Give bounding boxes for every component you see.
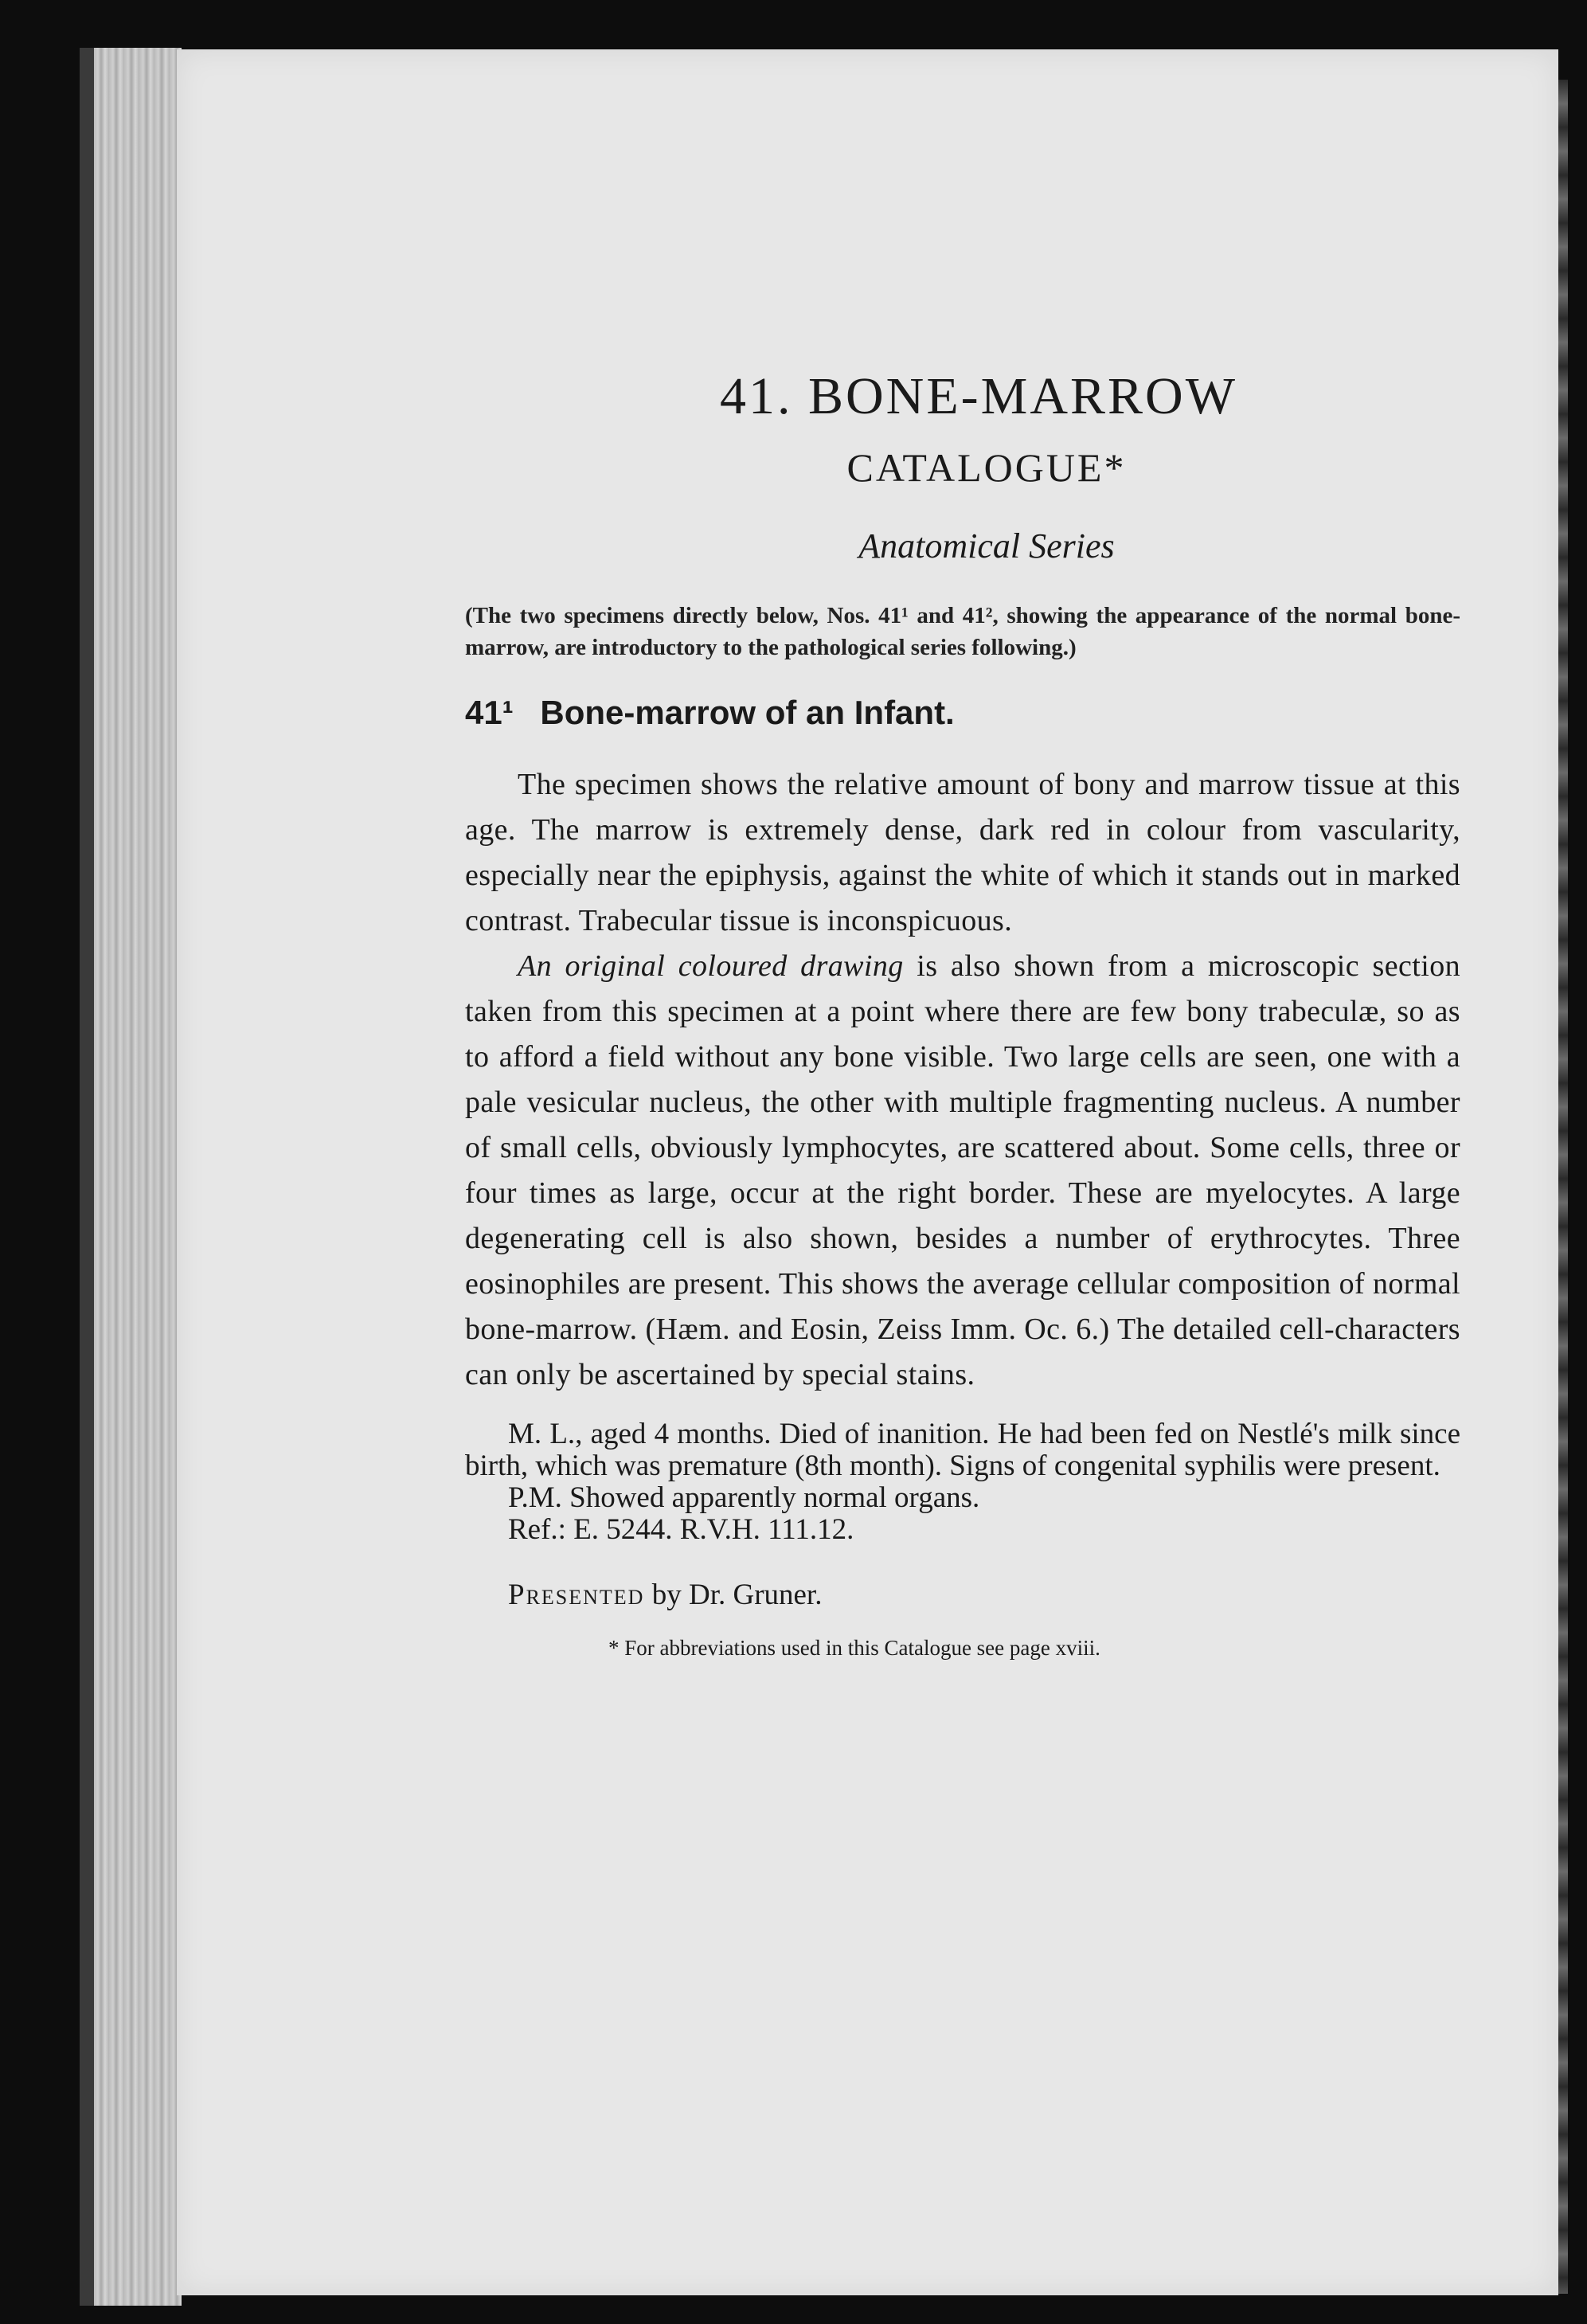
spine-shadow bbox=[80, 48, 96, 2306]
specimen-number: 41¹ bbox=[465, 694, 514, 731]
catalogue-heading: CATALOGUE* bbox=[846, 445, 1127, 490]
presenter-name: by Dr. Gruner. bbox=[644, 1579, 823, 1611]
series-heading: Anatomical Series bbox=[858, 526, 1115, 565]
page-edges bbox=[94, 48, 182, 2306]
right-edge bbox=[1557, 80, 1568, 2294]
introductory-note: (The two specimens directly below, Nos. 41¹ and 41², showing the appearance of the normal bone-marrow, are introductory to the pathological series following.) bbox=[465, 603, 1460, 660]
presented-by bbox=[508, 1578, 1460, 1612]
footnote: * For abbreviations used in this Catalogue see page xviii. bbox=[608, 1636, 1100, 1660]
page-content bbox=[465, 366, 1460, 1661]
reference-number: Ref.: E. 5244. R.V.H. 111.12. bbox=[508, 1513, 854, 1546]
drawing-reference: An original coloured drawing bbox=[518, 949, 904, 983]
case-history-text: M. L., aged 4 months. Died of inanition. He had been fed on Nestlé's milk since birth, which was premature (8th month). Signs of congenital syphilis were present. bbox=[465, 1418, 1460, 1482]
case-history bbox=[465, 1418, 1460, 1546]
specimen-name: Bone-marrow of an Infant. bbox=[540, 694, 955, 731]
section-heading: 41. BONE-MARROW bbox=[720, 367, 1237, 425]
presented-label: Presented bbox=[508, 1579, 645, 1611]
description-paragraph-1: The specimen shows the relative amount of bony and marrow tissue at this age. The marrow is extremely dense, dark red in colour from vascularity, especially near the epiphysis, against the white of which it stands out in marked contrast. Trabecular tissue is inconspicuous. bbox=[465, 768, 1460, 937]
description-paragraph-2 bbox=[465, 944, 1460, 1398]
specimen-title bbox=[465, 694, 1460, 732]
drawing-description: is also shown from a microscopic section taken from this specimen at a point where there are few bony trabeculæ, so as to afford a field without any bone visible. Two large cells are seen, one with a pale vesicular nucleus, the other with multiple fragmenting nucleus. A number of small cells, obviously lymphocytes, are scattered about. Some cells, three or four times as large, occur at the right border. These are myelocytes. A large degenerating cell is also shown, besides a number of erythrocytes. Three eosinophiles are present. This shows the average cellular composition of normal bone-marrow. (Hæm. and Eosin, Zeiss Imm. Oc. 6.) The detailed cell-characters can only be ascertained by special stains. bbox=[465, 949, 1460, 1391]
post-mortem-note: P.M. Showed apparently normal organs. bbox=[508, 1481, 980, 1514]
